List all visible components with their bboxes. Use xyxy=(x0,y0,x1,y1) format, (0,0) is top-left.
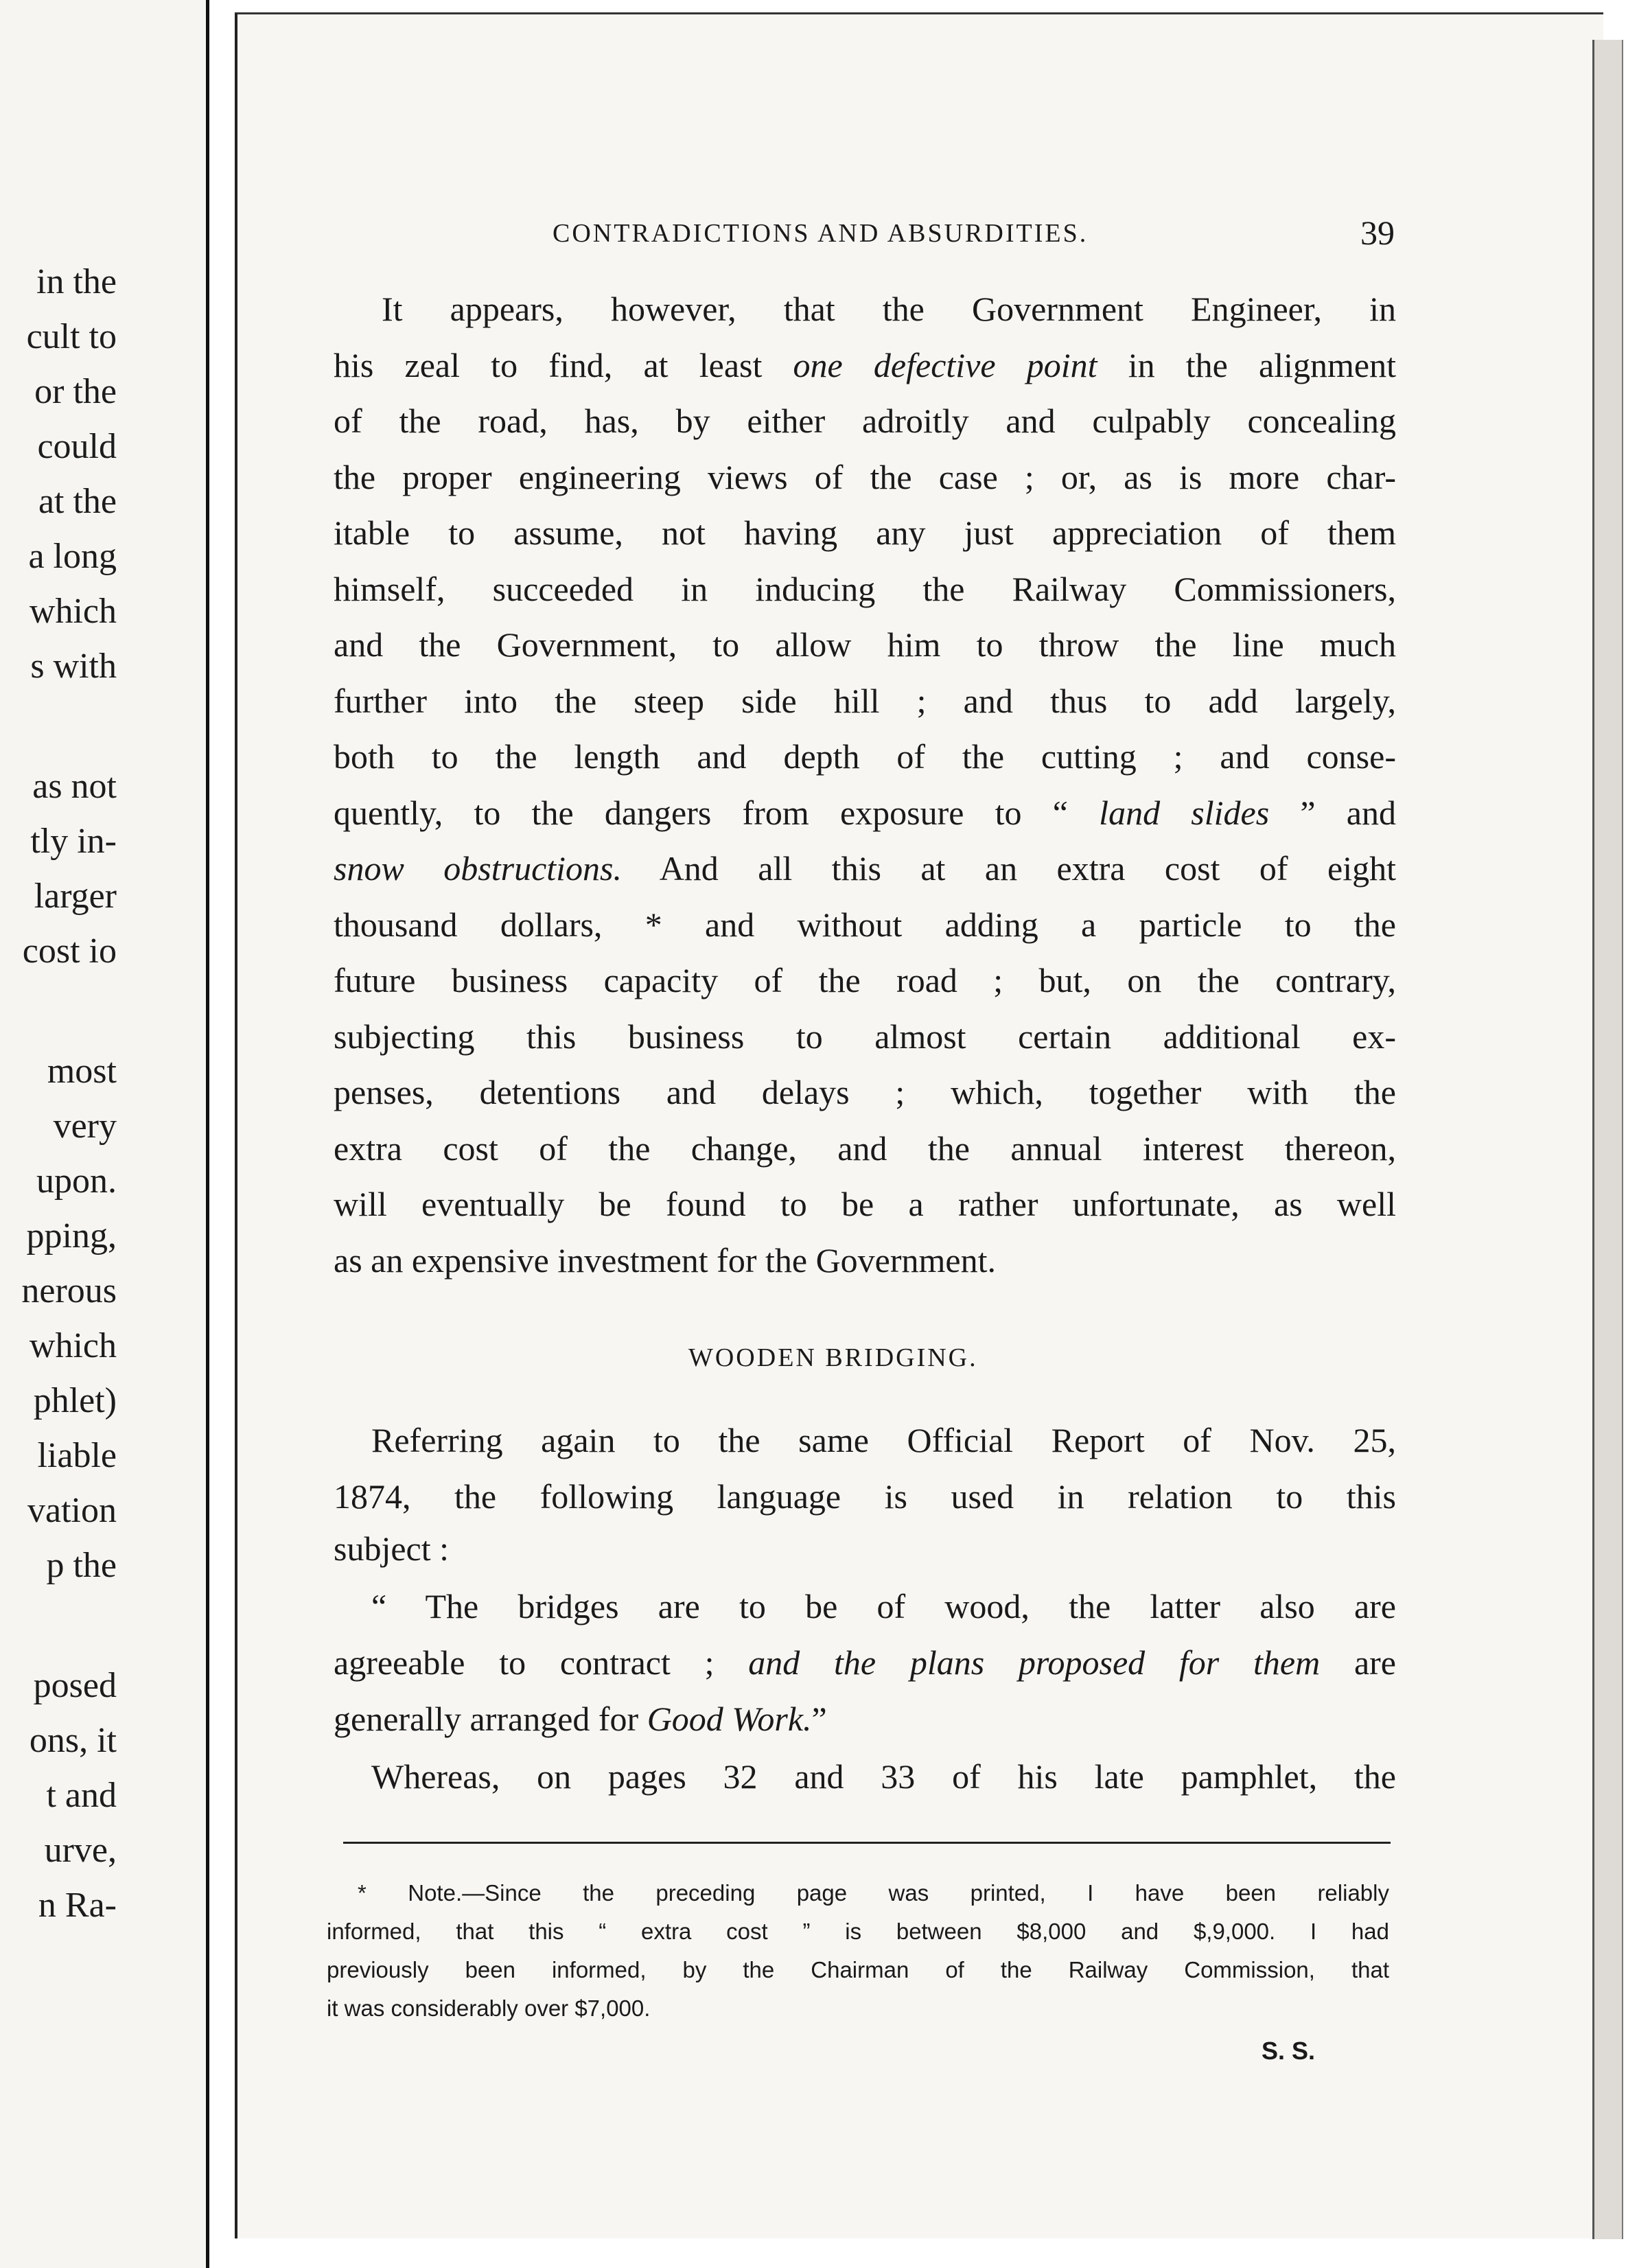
left-page-line: vation xyxy=(27,1491,117,1530)
footnote-rule xyxy=(343,1842,1391,1844)
left-page-line: tly in- xyxy=(30,822,117,861)
body-line: quently, to the dangers from exposure to “ land slides ” and xyxy=(334,793,1396,832)
body-line: will eventually be found to be a rather unfortunate, as well xyxy=(334,1185,1396,1223)
footnote-line: previously been informed, by the Chairman of the Railway Commission, that xyxy=(327,1957,1389,1982)
body-line: It appears, however, that the Government Engineer, in xyxy=(382,290,1396,328)
body-line: generally arranged for Good Work.” xyxy=(334,1700,827,1738)
left-page-line: p the xyxy=(46,1546,117,1585)
body-line: subject : xyxy=(334,1529,450,1568)
page-edge xyxy=(1592,40,1623,2239)
body-line: subjecting this business to almost certain additional ex- xyxy=(334,1017,1396,1056)
body-line: thousand dollars, * and without adding a particle to the xyxy=(334,905,1396,944)
left-page-line: upon. xyxy=(36,1161,117,1201)
left-page-line: at the xyxy=(38,482,117,521)
left-page-line: in the xyxy=(36,262,117,301)
body-line: agreeable to contract ; and the plans proposed for them are xyxy=(334,1643,1396,1682)
left-page-line: pping, xyxy=(26,1216,117,1256)
left-page-line: or the xyxy=(34,372,117,411)
left-page-line: posed xyxy=(33,1666,117,1705)
body-line: the proper engineering views of the case ; or, as is more char- xyxy=(334,457,1396,496)
body-line: Whereas, on pages 32 and 33 of his late pamphlet, the xyxy=(371,1757,1396,1796)
body-line: itable to assume, not having any just appreciation of them xyxy=(334,513,1396,552)
left-page-line: cost io xyxy=(22,931,117,971)
body-line: penses, detentions and delays ; which, together with the xyxy=(334,1073,1396,1111)
body-line: both to the length and depth of the cutting ; and conse- xyxy=(334,737,1396,776)
left-page-line: larger xyxy=(34,877,117,916)
left-page-line: as not xyxy=(32,767,117,806)
left-page-line: which xyxy=(29,1326,117,1365)
body-line: his zeal to find, at least one defective point in the alignment xyxy=(334,345,1396,384)
left-page-line: a long xyxy=(28,537,117,576)
body-line: future business capacity of the road ; but, on the contrary, xyxy=(334,961,1396,999)
body-line: and the Government, to allow him to throw the line much xyxy=(334,625,1396,664)
section-heading: WOODEN BRIDGING. xyxy=(688,1343,978,1372)
facing-page-fragment xyxy=(0,0,209,2268)
page-number: 39 xyxy=(1360,213,1395,252)
left-page-line: s with xyxy=(30,647,117,686)
body-line: 1874, the following language is used in relation to this xyxy=(334,1477,1396,1516)
footnote-signature: S. S. xyxy=(1262,2037,1316,2065)
footnote-line: informed, that this “ extra cost ” is between $8,000 and $,9,000. I had xyxy=(327,1919,1389,1944)
left-page-line: urve, xyxy=(44,1831,117,1870)
left-page-line: t and xyxy=(46,1776,117,1815)
left-page-line: ons, it xyxy=(29,1721,117,1760)
body-line: snow obstructions. And all this at an extra cost of eight xyxy=(334,849,1396,888)
left-page-line: which xyxy=(29,592,117,631)
left-page-line: cult to xyxy=(26,317,117,356)
body-line: of the road, has, by either adroitly and culpably concealing xyxy=(334,402,1396,440)
left-page-line: phlet) xyxy=(33,1381,117,1420)
body-line: Referring again to the same Official Report of Nov. 25, xyxy=(371,1421,1396,1459)
body-line: himself, succeeded in inducing the Railway Commissioners, xyxy=(334,569,1396,608)
left-page-line: nerous xyxy=(21,1271,117,1310)
left-page-line: very xyxy=(53,1107,117,1146)
body-line: extra cost of the change, and the annual interest thereon, xyxy=(334,1129,1396,1168)
footnote-line: * Note.—Since the preceding page was printed, I have been reliably xyxy=(358,1880,1389,1906)
body-line: “ The bridges are to be of wood, the latter also are xyxy=(371,1587,1396,1625)
left-page-line: liable xyxy=(37,1436,117,1475)
left-page-line: n Ra- xyxy=(38,1886,117,1925)
body-line: as an expensive investment for the Government. xyxy=(334,1240,996,1280)
footnote-line: it was considerably over $7,000. xyxy=(327,1995,651,2021)
left-page-line: most xyxy=(47,1052,117,1091)
running-head: CONTRADICTIONS AND ABSURDITIES. xyxy=(553,219,1089,248)
body-line: further into the steep side hill ; and thus to add largely, xyxy=(334,681,1396,720)
left-page-line: could xyxy=(37,427,117,466)
